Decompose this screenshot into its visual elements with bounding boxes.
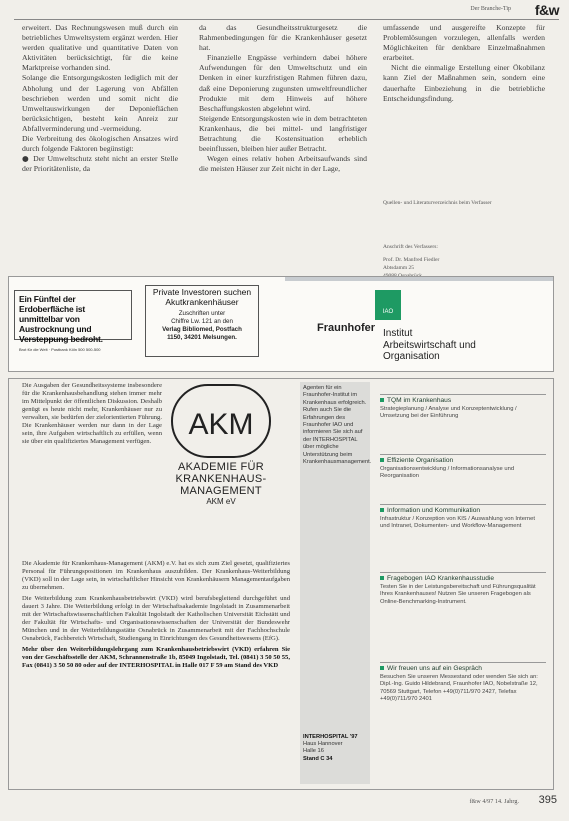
service-item: [380, 662, 546, 704]
fair-invitation: [300, 382, 370, 784]
service-body: Besuchen Sie unseren Messestand oder wenden Sie sich an: Dipl.-Ing. Guido Hildebrand, Fraunhofer IAO, Nobelstraße 12, 70569 Stuttgart, Telefon +49(0)711/970 2427, Telefax +49(0)711/970 2401: [380, 674, 538, 703]
investor-ad: [145, 285, 259, 357]
service-heading: Effiziente Organisation: [380, 454, 546, 465]
article-paragraph: erweitert. Das Rechnungswesen muß durch ein betriebliches Umweltsystem ergänzt werden. Hier werden qualitative und quantitative Daten von Aktivitäten berücksichtigt, für die keine Marktpreise vorhanden sind.: [22, 23, 178, 73]
fraunhofer-logo-icon: IAO: [375, 290, 401, 320]
service-item: [380, 454, 546, 481]
fair-event: INTERHOSPITAL '97: [303, 734, 358, 740]
fraunhofer-header-bar: [285, 277, 553, 281]
institute-line: Arbeitswirtschaft und: [383, 339, 476, 351]
fraunhofer-name: Fraunhofer: [317, 322, 376, 334]
charity-ad-title: Ein Fünftel der Erdoberfläche ist unmittelbar von Austrocknung und Versteppung bedroht.: [19, 294, 103, 344]
issue-info: f&w 4/97 14. Jahrg.: [469, 798, 519, 805]
service-heading: TQM im Krankenhaus: [380, 394, 546, 405]
article-paragraph: Die Verbreitung des ökologischen Ansatzes wird durch folgende Faktoren begünstigt:: [22, 134, 178, 154]
service-body: Organisationsentwicklung / Informationsanalyse und Reorganisation: [380, 466, 515, 480]
article-paragraph: Steigende Entsorgungskosten wie in dem betrachteten Krankenhaus, die bei mittel- und langfristiger Betrachtung die Kostensituation erheblich beeinflussen, bleiben hier außer Betracht.: [199, 113, 367, 154]
square-bullet-icon: [380, 398, 384, 402]
investor-ad-line: 1150, 34201 Melsungen.: [167, 334, 237, 341]
investor-ad-body: [148, 310, 256, 342]
akm-name-line: KRANKENHAUS-: [175, 473, 267, 485]
akm-name-line: MANAGEMENT: [180, 485, 262, 497]
service-item: [380, 572, 546, 606]
service-item: [380, 394, 546, 421]
article-paragraph: Solange die Entsorgungskosten lediglich mit der Abholung und der Lagerung von Abfällen beschrieben werden und somit nicht die Umweltauswirkungen der Deponieflächen berücksichtigen, besteht kein Anreiz zur Abfallverminderung und -vermeidung.: [22, 73, 178, 133]
akm-logo-letters: AKM: [188, 408, 254, 441]
akm-body: [22, 560, 290, 673]
header-rule: [14, 19, 559, 20]
institute-line: Organisation: [383, 351, 440, 362]
investor-ad-line: Verlag Bibliomed, Postfach: [162, 326, 242, 333]
square-bullet-icon: [380, 666, 384, 670]
article-paragraph: Wegen eines relativ hohen Arbeitsaufwands sind die meisten Häuser zur Zeit nicht in der Lage,: [199, 154, 367, 174]
square-bullet-icon: [380, 508, 384, 512]
article-paragraph: Nicht die einmalige Erstellung einer Ökobilanz kann Ziel der Maßnahmen sein, sondern eine dauerhafte Einbeziehung in die betriebliche Entscheidungsfindung.: [383, 63, 545, 103]
address-line: Prof. Dr. Manfred Fiedler: [383, 257, 440, 263]
section-label: Der Branche-Tip: [470, 6, 511, 12]
fair-details: [303, 734, 358, 763]
charity-ad: [14, 290, 132, 352]
article-column-1: [22, 23, 178, 174]
square-bullet-icon: [380, 576, 384, 580]
author-address: [383, 243, 543, 280]
fair-hall: Halle 16: [303, 748, 324, 755]
fair-stand: Stand C 34: [303, 755, 333, 762]
sources-note: Quellen- und Literaturverzeichnis beim Verfasser: [383, 200, 492, 206]
akm-name-line: AKADEMIE FÜR: [177, 461, 265, 473]
magazine-logo: f&w: [534, 2, 559, 18]
service-heading: Wir freuen uns auf ein Gespräch: [380, 662, 546, 673]
article-column-3: [383, 23, 545, 104]
fair-location: Haus Hannover: [303, 741, 343, 748]
address-title: Anschrift des Verfassers:: [383, 244, 438, 250]
article-paragraph: umfassende und ausgereifte Konzepte für Problemlösungen vorzulegen, allenfalls werden Möglichkeiten für denkbare Einzelmaßnahmen erarbeitet.: [383, 23, 545, 63]
article-paragraph: Finanzielle Engpässe verhindern dabei höhere Aufwendungen für den Umweltschutz und ein Denken in einer kurzfristigen Rahmen führen dazu, daß eine Deponierung zugunsten umweltfreundlicher Produkte mit dem Hinweis auf höhere Beschaffungskosten abgelehnt wird.: [199, 53, 367, 113]
article-paragraph: ● Der Umweltschutz steht nicht an erster Stelle der Prioritätenliste, da: [22, 154, 179, 174]
page-number: 395: [538, 794, 557, 806]
fraunhofer-institute: [383, 328, 543, 363]
akm-name: [166, 461, 276, 497]
akm-contact-paragraph: Mehr über den Weiterbildungslehrgang zum Krankenhausbetriebswirt (VKD) erfahren Sie von der Geschäftsstelle der AKM, Schrannenstraße 1b, 85049 Ingolstadt, Tel. (0841) 3 50 50 55, Fax (0841) 3 50 50 80 oder auf der INTERHOSPITAL in Halle 017 F 59 am Stand des VKD: [22, 645, 290, 670]
service-body: Strategieplanung / Analyse und Konzeptentwicklung / Umsetzung bei der Einführung: [380, 406, 517, 420]
investor-ad-title: Private Investoren suchen Akutkrankenhäuser: [152, 287, 252, 307]
charity-ad-subline: Brot für die Welt · Postbank Köln 500 500-500: [19, 347, 101, 352]
square-bullet-icon: [380, 458, 384, 462]
service-body: Infrastruktur / Konzeption von KIS / Auswahlung von Internet und Intranet, Dokumenten- und Workflow-Management: [380, 516, 535, 530]
article-column-2: [199, 23, 367, 174]
service-item: [380, 504, 546, 531]
fair-intro: Agenten für ein Fraunhofer-Institut im Krankenhaus erfolgreich. Rufen auch Sie die Erfahrungen des Fraunhofer IAO und informieren Sie sich auf der INTERHOSPITAL über mögliche Unterstützung beim Krankenhausmanagement.: [303, 385, 372, 466]
article-paragraph: da das Gesundheitsstrukturgesetz die Rahmenbedingungen für die Krankenhäuser gesetzt hat.: [199, 23, 367, 53]
akm-intro: Die Ausgaben der Gesundheitssysteme insbesondere für die Krankenhausbehandlung stehen immer mehr im Mittelpunkt der öffentlichen Diskussion. Deshalb genügt es heute nicht mehr, Krankenhäuser nur zu verwalten, sie bedürfen der zielorientierten Führung. Die Krankenhäuser werden nur dann in der Lage sein, ihre Aufgaben wirtschaftlich zu erfüllen, wenn sie über ein qualifiziertes Management verfügen.: [22, 382, 162, 445]
akm-paragraph: Die Akademie für Krankenhaus-Management (AKM) e.V. hat es sich zum Ziel gesetzt, qualifiziertes Personal für Führungspositionen im Krankenhaus auszubilden. Der Krankenhaus-Weiterbildung (VKD) soll in der Lage sein, in wirtschaftlicher Hinsicht von Krankenhäusern Managementaufgaben zu übernehmen.: [22, 560, 290, 592]
institute-line: Institut: [383, 328, 413, 339]
akm-suffix: AKM eV: [206, 497, 236, 506]
address-line: Abtsdamm 25: [383, 265, 415, 271]
akm-logo-icon: [171, 384, 271, 458]
akm-paragraph: Die Weiterbildung zum Krankenhausbetriebswirt (VKD) wird berufsbegleitend durchgeführt und dauert 3 Jahre. Die Weiterbildung erfolgt in der Wirtschaftsakademie Ingolstadt in Zusammenarbeit mit der Wirtschaftswissenschaftlichen Fakultät Ingolstadt der Katholischen Universität Eichstätt und der Fakultät für Wirtschafts- und Organisationswissenschaften der Universität der Bundeswehr München und in der Weiterbildungsstätte Osnabrück in Zusammenarbeit mit der Fachhochschule Osnabrück, Fachbereich Wirtschaft, Studiengang in Einrichtungen des Gesundheitswesens (EfG).: [22, 594, 290, 643]
investor-ad-line: Zuschriften unter: [178, 310, 226, 317]
akm-logo: [166, 384, 276, 506]
service-heading: Fragebogen IAO Krankenhausstudie: [380, 572, 546, 583]
service-heading: Information und Kommunikation: [380, 504, 546, 515]
investor-ad-line: Chiffre Lw. 121 an den: [171, 318, 233, 325]
bullet-icon: ●: [22, 154, 34, 164]
service-body: Testen Sie in der Leistungsbereitschaft und Führungsqualität Ihres Krankenhauses! Nutzen Sie unseren Fragebogen als Online-Benchmarking-Instrument.: [380, 584, 536, 605]
